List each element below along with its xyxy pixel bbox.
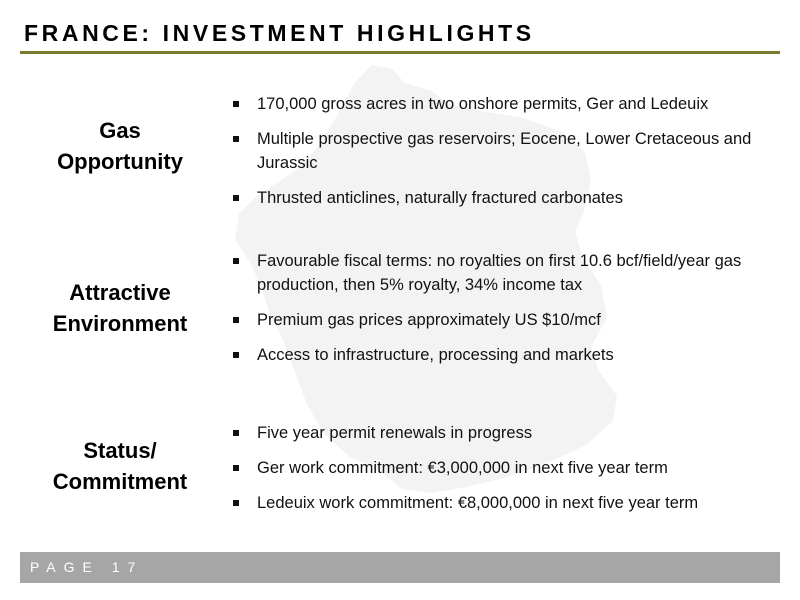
section-label-line: Status/ <box>83 438 157 463</box>
list-item <box>233 92 763 116</box>
title-underline <box>20 51 780 54</box>
list-item <box>233 249 763 297</box>
bullet-text: Favourable fiscal terms: no royalties on first 10.6 bcf/field/year gas production, then 5% royalty, 34% income tax <box>257 252 742 294</box>
list-item <box>233 186 763 210</box>
bullet-list-status-commitment <box>233 421 763 515</box>
bullet-text: Ger work commitment: €3,000,000 in next five year term <box>257 459 668 477</box>
list-item <box>233 421 763 445</box>
bullet-text: Thrusted anticlines, naturally fractured carbonates <box>257 189 623 207</box>
square-bullet-icon <box>233 101 239 107</box>
bullet-text: Premium gas prices approximately US $10/mcf <box>257 311 601 329</box>
bullet-text: Five year permit renewals in progress <box>257 424 533 442</box>
section-label-line: Gas <box>99 118 141 143</box>
square-bullet-icon <box>233 195 239 201</box>
list-item <box>233 308 763 332</box>
square-bullet-icon <box>233 430 239 436</box>
list-item <box>233 456 763 480</box>
section-label-attractive-environment <box>20 277 220 339</box>
page-number: PAGE 17 <box>30 559 144 575</box>
square-bullet-icon <box>233 500 239 506</box>
list-item <box>233 491 763 515</box>
list-item <box>233 343 763 367</box>
section-label-line: Opportunity <box>57 149 183 174</box>
square-bullet-icon <box>233 352 239 358</box>
section-label-status-commitment <box>20 435 220 497</box>
page-title: FRANCE: INVESTMENT HIGHLIGHTS <box>24 20 535 46</box>
square-bullet-icon <box>233 258 239 264</box>
square-bullet-icon <box>233 136 239 142</box>
square-bullet-icon <box>233 317 239 323</box>
bullet-text: Multiple prospective gas reservoirs; Eocene, Lower Cretaceous and Jurassic <box>257 130 752 172</box>
footer-bar <box>20 552 780 583</box>
bullet-text: Ledeuix work commitment: €8,000,000 in next five year term <box>257 494 699 512</box>
square-bullet-icon <box>233 465 239 471</box>
section-label-line: Environment <box>52 311 188 336</box>
bullet-text: Access to infrastructure, processing and markets <box>257 346 614 364</box>
section-label-gas-opportunity <box>20 115 220 177</box>
bullet-text: 170,000 gross acres in two onshore permits, Ger and Ledeuix <box>257 95 709 113</box>
section-label-line: Commitment <box>52 469 188 494</box>
bullet-list-attractive-environment <box>233 249 763 367</box>
list-item <box>233 127 763 175</box>
bullet-list-gas-opportunity <box>233 92 763 210</box>
section-label-line: Attractive <box>69 280 171 305</box>
